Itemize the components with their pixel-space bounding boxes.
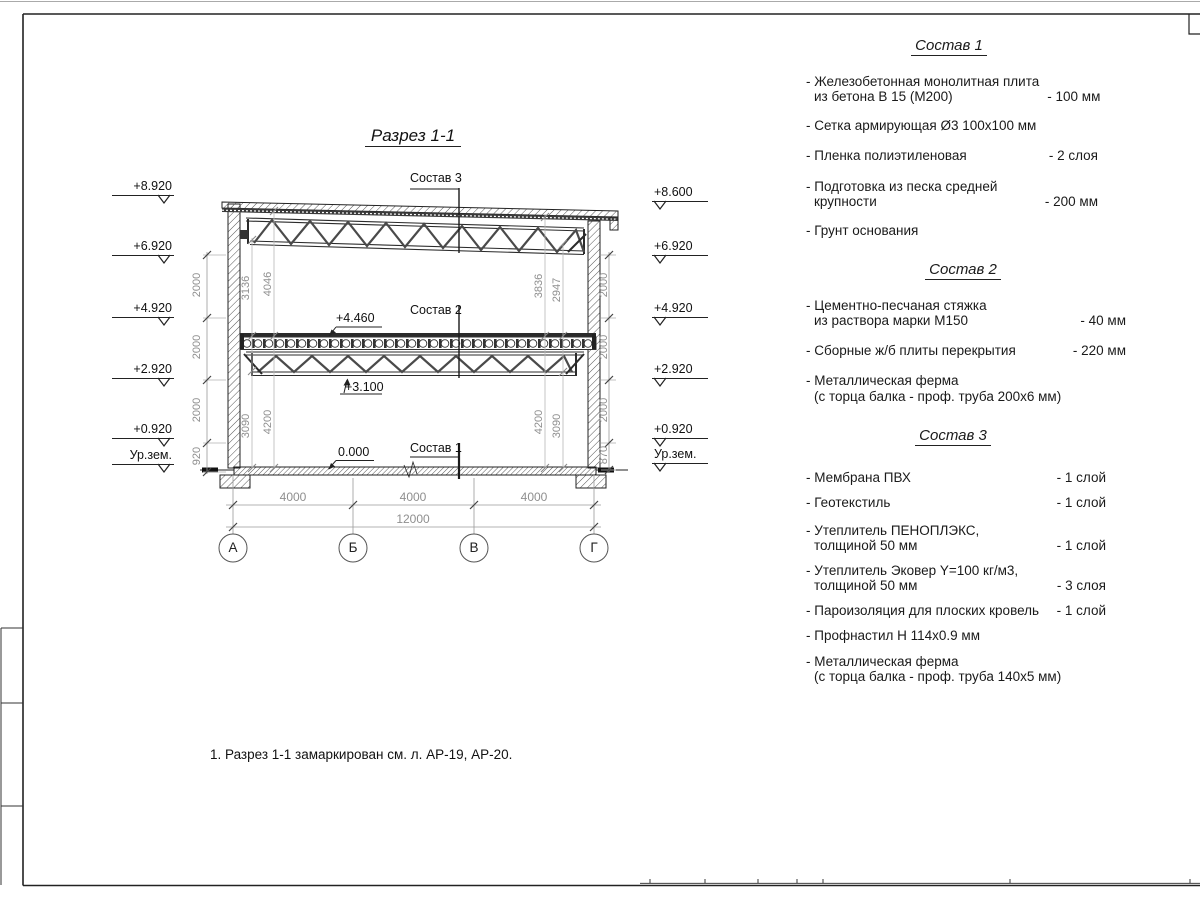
dim-label: 2000 — [191, 272, 203, 298]
dim-label: 4000 — [520, 490, 548, 504]
elevation-mark-left: +8.920 — [112, 179, 174, 196]
spec-item: - Утеплитель Эковер Y=100 кг/м3, толщиной 50 мм - 3 слоя — [806, 562, 1106, 593]
dim-label: 4000 — [399, 490, 427, 504]
layer-label-top: Состав 3 — [410, 171, 462, 185]
dim-label: 2000 — [598, 334, 610, 360]
spec-title: Состав 2 — [800, 262, 1126, 278]
elevation-mark-right: Ур.зем. — [652, 447, 708, 464]
spec-item: - Цементно-песчаная стяжка из раствора марки М150 - 40 мм — [806, 297, 1126, 328]
axis-bubble-g: Г — [590, 540, 598, 555]
spec-item: - Утеплитель ПЕНОПЛЭКС, толщиной 50 мм - 1 слой — [806, 522, 1106, 553]
spec-item: - Пароизоляция для плоских кровель - 1 слой — [806, 602, 1106, 618]
dim-label: 2000 — [191, 334, 203, 360]
elevation-mark-left: +4.920 — [112, 301, 174, 318]
elevation-mark-right: +8.600 — [652, 185, 708, 202]
spec-item: - Железобетонная монолитная плита из бетона В 15 (М200) - 100 мм — [806, 73, 1101, 104]
elevation-mark-right: +2.920 — [652, 362, 708, 379]
dim-label: 3090 — [240, 413, 252, 439]
elevation-mark-right: +4.920 — [652, 301, 708, 318]
dim-label-total: 12000 — [396, 512, 430, 526]
spec-section-3 — [800, 428, 1106, 685]
dim-chain-left — [203, 251, 226, 476]
drawing-title: Разрез 1-1 — [343, 126, 483, 146]
spec-item: - Металлическая ферма (с торца балка - проф. труба 140х5 мм) — [806, 653, 1062, 684]
sheet-note: 1. Разрез 1-1 замаркирован см. л. АР-19, АР-20. — [210, 747, 513, 762]
axis-bubble-a: А — [228, 540, 238, 555]
level-mark-mid-top: +4.460 — [336, 311, 375, 325]
spec-section-2 — [800, 262, 1126, 404]
spec-item: - Мембрана ПВХ - 1 слой — [806, 469, 1106, 485]
layer-label-mid: Состав 2 — [410, 303, 462, 317]
dim-label: 920 — [191, 446, 203, 466]
spec-item: - Геотекстиль - 1 слой — [806, 495, 1106, 510]
layer-label-bottom: Состав 1 — [410, 441, 462, 455]
dim-label: 2000 — [598, 397, 610, 423]
dim-label: 870 — [598, 445, 610, 465]
level-mark-zero: 0.000 — [338, 445, 370, 459]
elevation-mark-left: +2.920 — [112, 362, 174, 379]
elevation-mark-left: +6.920 — [112, 239, 174, 256]
axis-bubble-b: Б — [348, 540, 358, 555]
dim-label: 4046 — [262, 271, 274, 297]
spec-item: - Металлическая ферма (с торца балка - проф. труба 200х6 мм) — [806, 373, 1062, 404]
spec-item: - Грунт основания — [806, 222, 919, 238]
spec-item: - Подготовка из песка средней крупности - 200 мм — [806, 178, 1098, 209]
dim-label: 4000 — [279, 490, 307, 504]
level-mark-mid-bottom: +3.100 — [345, 380, 384, 394]
dim-label: 3090 — [551, 413, 563, 439]
spec-section-1 — [800, 37, 1101, 238]
dim-label: 2947 — [551, 277, 563, 303]
dim-label: 4200 — [262, 409, 274, 435]
roof-truss — [240, 218, 586, 255]
spec-item: - Сетка армирующая Ø3 100х100 мм — [806, 117, 1037, 133]
dim-label: 2000 — [598, 272, 610, 298]
elevation-mark-right: +6.920 — [652, 239, 708, 256]
spec-title: Состав 1 — [800, 38, 1098, 54]
floor-truss — [244, 352, 584, 376]
ground-floor — [200, 462, 628, 488]
spec-item: - Профнастил Н 114х0.9 мм — [806, 628, 980, 643]
dim-label: 4200 — [533, 409, 545, 435]
elevation-mark-left: +0.920 — [112, 422, 174, 439]
spec-item: - Сборные ж/б плиты перекрытия - 220 мм — [806, 342, 1126, 358]
dim-label: 3136 — [240, 275, 252, 301]
middle-floor-slab — [240, 333, 596, 350]
elevation-mark-right: +0.920 — [652, 422, 708, 439]
dim-label: 2000 — [191, 397, 203, 423]
elevation-mark-left: Ур.зем. — [112, 448, 174, 465]
spec-item: - Пленка полиэтиленовая - 2 слоя — [806, 148, 1098, 163]
axis-bubble-v: В — [469, 540, 479, 555]
dim-label: 3836 — [533, 273, 545, 299]
spec-title: Состав 3 — [800, 428, 1106, 444]
